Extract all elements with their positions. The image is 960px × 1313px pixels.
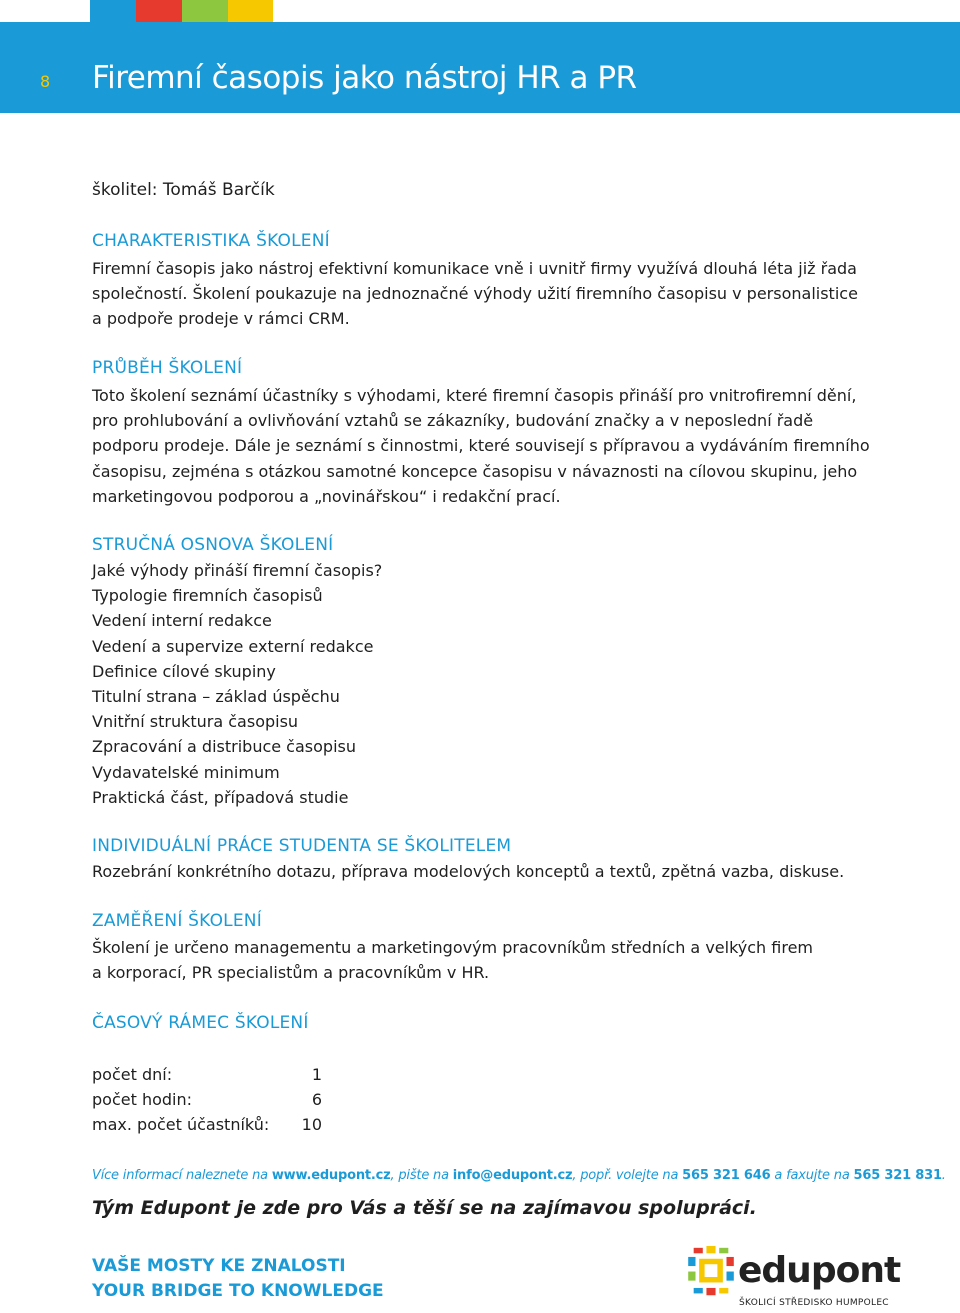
email-link[interactable]: info@edupont.cz	[452, 1168, 573, 1183]
text-line: Školení je určeno managementu a marketingovým pracovníkům středních a velkých firem	[92, 938, 813, 957]
phone-number: 565 321 646	[682, 1168, 771, 1183]
list-item: Vydavatelské minimum	[92, 762, 280, 782]
list-item: Praktická část, případová studie	[92, 787, 349, 807]
contact-info	[92, 1168, 946, 1183]
contact-text: , pište na	[390, 1168, 453, 1183]
list-item: Zpracování a distribuce časopisu	[92, 737, 356, 757]
time-value: 1	[311, 1065, 322, 1084]
slogan-en: YOUR BRIDGE TO KNOWLEDGE	[92, 1281, 384, 1301]
text-prubeh	[92, 383, 870, 509]
time-frame-table	[92, 1062, 322, 1137]
trainer-name: školitel: Tomáš Barčík	[92, 180, 275, 200]
slogan-cz: VAŠE MOSTY KE ZNALOSTI	[92, 1256, 346, 1276]
text-individualni	[92, 859, 844, 884]
list-item: Vedení a supervize externí redakce	[92, 636, 374, 656]
text-line: a podpoře prodeje v rámci CRM.	[92, 309, 350, 329]
list-item: Titulní strana – základ úspěchu	[92, 686, 340, 706]
text-line: společností. Školení poukazuje na jednoznačné výhody užití firemního časopisu v personalistice	[92, 284, 858, 304]
heading-casovy: ČASOVÝ RÁMEC ŠKOLENÍ	[92, 1013, 309, 1033]
text-line: a korporací, PR specialistům a pracovníkům v HR.	[92, 963, 490, 983]
list-item: Vnitřní struktura časopisu	[92, 712, 299, 732]
text-line: Firemní časopis jako nástroj efektivní komunikace vně i uvnitř firmy využívá dlouhá léta již řada	[92, 259, 857, 278]
text-line: Toto školení seznámí účastníky s výhodami, které firemní časopis přináší pro vnitrofiremní dění,	[92, 386, 857, 405]
time-label: počet hodin:	[92, 1090, 193, 1109]
text-line: marketingovou podporou a „novinářskou“ i redakční prací.	[92, 486, 561, 506]
page-number: 8	[40, 72, 51, 91]
contact-text: a faxujte na	[770, 1168, 854, 1183]
text-line: Rozebrání konkrétního dotazu, příprava modelových konceptů a textů, zpětná vazba, diskuse.	[92, 862, 845, 881]
color-bar-red	[136, 0, 182, 22]
text-line: podporu prodeje. Dále je seznámí s činnostmi, které souvisejí s přípravou a vydáváním firemního	[92, 436, 870, 456]
color-bar-yellow	[228, 0, 273, 22]
logo-subtitle: ŠKOLICÍ STŘEDISKO HUMPOLEC	[739, 1298, 889, 1308]
edupont-logo-icon	[686, 1246, 736, 1308]
logo-wordmark: edupont	[738, 1250, 901, 1291]
text-zamereni	[92, 935, 813, 985]
contact-text: .	[941, 1168, 946, 1183]
text-line: časopisu, zejména s otázkou samotné koncepce časopisu v návaznosti na cílovou skupinu, jeho	[92, 461, 858, 481]
list-item: Vedení interní redakce	[92, 611, 272, 631]
heading-individualni: INDIVIDUÁLNÍ PRÁCE STUDENTA SE ŠKOLITELEM	[92, 836, 512, 856]
color-bar-green	[182, 0, 228, 22]
color-bar-blue	[90, 0, 136, 22]
page-header	[0, 22, 960, 113]
list-item: Jaké výhody přináší firemní časopis?	[92, 561, 383, 580]
heading-prubeh: PRŮBĚH ŠKOLENÍ	[92, 358, 243, 378]
time-row-hours	[92, 1087, 322, 1112]
time-row-participants	[92, 1112, 322, 1137]
time-value: 10	[301, 1115, 322, 1134]
heading-osnova: STRUČNÁ OSNOVA ŠKOLENÍ	[92, 535, 334, 555]
team-statement: Tým Edupont je zde pro Vás a těší se na zajímavou spolupráci.	[92, 1197, 757, 1219]
contact-text: , popř. volejte na	[572, 1168, 683, 1183]
page-title: Firemní časopis jako nástroj HR a PR	[92, 60, 637, 96]
color-bars	[90, 0, 273, 22]
heading-charakteristika: CHARAKTERISTIKA ŠKOLENÍ	[92, 231, 330, 251]
time-label: max. počet účastníků:	[92, 1115, 270, 1134]
heading-zamereni: ZAMĚŘENÍ ŠKOLENÍ	[92, 911, 262, 931]
fax-number: 565 321 831	[853, 1168, 942, 1183]
time-label: počet dní:	[92, 1065, 173, 1084]
list-osnova	[92, 558, 382, 810]
list-item: Definice cílové skupiny	[92, 661, 276, 681]
time-row-days	[92, 1062, 322, 1087]
list-item: Typologie firemních časopisů	[92, 586, 323, 606]
website-link[interactable]: www.edupont.cz	[271, 1168, 391, 1183]
text-charakteristika	[92, 256, 858, 332]
contact-text: Více informací naleznete na	[92, 1168, 272, 1183]
time-value: 6	[311, 1090, 322, 1109]
text-line: pro prohlubování a ovlivňování vztahů se zákazníky, budování značky a v neposlední řadě	[92, 411, 814, 431]
